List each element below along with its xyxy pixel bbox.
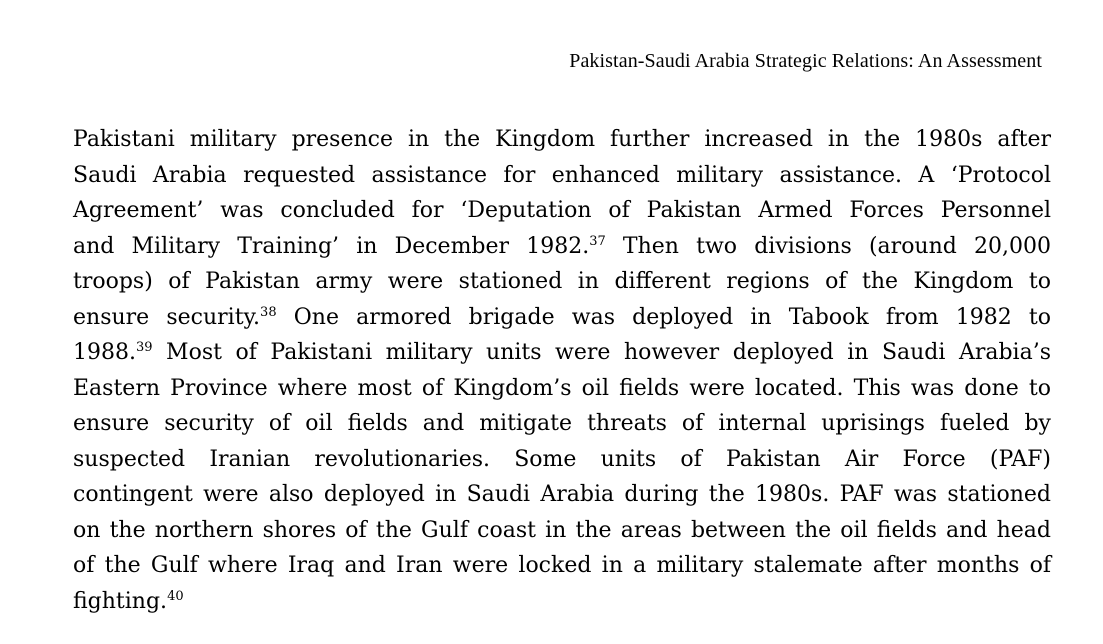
line-text: Most of Pakistani military units were however deployed in Saudi Arabia’s (152, 340, 1051, 365)
paragraph-line: suspected Iranian revolutionaries. Some units of Pakistan Air Force (PAF) (73, 446, 1051, 472)
paragraph-line: Pakistani military presence in the Kingdom further increased in the 1980s after (73, 127, 1051, 152)
paragraph-line: Eastern Province where most of Kingdom’s oil fields were located. This was done to (73, 375, 1051, 401)
paragraph-line (73, 335, 1051, 371)
body-paragraph (73, 122, 1051, 619)
footnote-ref-39: 39 (135, 340, 153, 355)
footnote-ref-40: 40 (167, 588, 184, 604)
line-text: and Military Training’ in December 1982. (73, 233, 590, 259)
footnote-ref-38: 38 (260, 304, 277, 320)
line-text: ensure security. (73, 304, 261, 330)
line-text: fighting. (73, 588, 168, 614)
line-text: Then two divisions (around 20,000 (605, 233, 1051, 259)
footnote-ref-37: 37 (589, 233, 606, 249)
line-text: 1988. (73, 340, 136, 365)
paragraph-line: on the northern shores of the Gulf coast in the areas between the oil fields and head (73, 517, 1051, 543)
paragraph-line: ensure security of oil fields and mitigate threats of internal uprisings fueled by (73, 411, 1051, 436)
line-text: One armored brigade was deployed in Tabook from 1982 to (276, 304, 1052, 330)
paragraph-line (73, 584, 1051, 620)
paragraph-line: Saudi Arabia requested assistance for enhanced military assistance. A ‘Protocol (73, 162, 1051, 188)
paragraph-line: troops) of Pakistan army were stationed in different regions of the Kingdom to (73, 269, 1051, 294)
paragraph-line: Agreement’ was concluded for ‘Deputation of Pakistan Armed Forces Personnel (73, 198, 1051, 223)
paragraph-line: contingent were also deployed in Saudi Arabia during the 1980s. PAF was stationed (73, 482, 1051, 507)
running-header: Pakistan-Saudi Arabia Strategic Relations: An Assessment (569, 50, 1042, 72)
paragraph-line (73, 229, 1051, 265)
paragraph-line (73, 300, 1051, 336)
paragraph-line: of the Gulf where Iraq and Iran were locked in a military stalemate after months of (73, 553, 1051, 578)
